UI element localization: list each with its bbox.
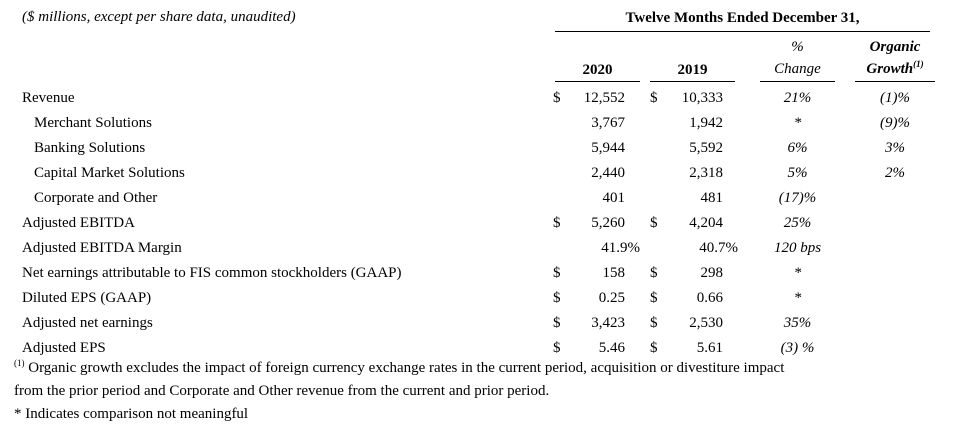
value-2020: 0.25 (598, 290, 625, 306)
pct-header-line2: Change (774, 61, 821, 77)
dollar-2020: $ (553, 215, 561, 231)
footnote-1-sup: (1) (14, 358, 25, 368)
col-2020-rule (555, 81, 640, 82)
value-2020: 158 (602, 265, 625, 281)
row-label: Adjusted EBITDA Margin (22, 240, 182, 256)
dollar-2019: $ (650, 215, 658, 231)
footnote-1-line-2: from the prior period and Corporate and Other revenue from the current and prior period. (14, 383, 550, 399)
pct-change: * (793, 290, 802, 306)
pct-change: 21% (783, 90, 812, 106)
pct-change: * (793, 115, 802, 131)
value-2020: 5,260 (591, 215, 625, 231)
value-2019: 2,530 (689, 315, 723, 331)
value-2020: 401 (602, 190, 625, 206)
organic-header-line1: Organic (869, 39, 921, 55)
organic-header-line2 (855, 60, 935, 78)
organic-header-text: Growth (866, 61, 914, 77)
pct-change: 35% (783, 315, 812, 331)
value-2019: 5.61 (696, 340, 723, 356)
pct-change: 5% (787, 165, 808, 181)
value-2020: 2,440 (591, 165, 625, 181)
pct-rule (760, 81, 835, 82)
col-2019-rule (650, 81, 735, 82)
units-note: ($ millions, except per share data, unaudited) (22, 9, 296, 25)
row-label: Corporate and Other (34, 190, 158, 206)
row-label: Banking Solutions (34, 140, 146, 156)
row-label: Adjusted EPS (22, 340, 106, 356)
row-label: Adjusted EBITDA (22, 215, 135, 231)
value-2019: 10,333 (681, 90, 723, 106)
footnote-1-line-1 (14, 359, 784, 377)
footnote-1-text: Organic growth excludes the impact of foreign currency exchange rates in the current period, acquisition or divestiture impact (24, 360, 785, 376)
value-2019: 4,204 (689, 215, 723, 231)
dollar-2020: $ (553, 340, 561, 356)
pct-change: * (793, 265, 802, 281)
value-2019: 2,318 (689, 165, 723, 181)
pct-change: 120 bps (773, 240, 822, 256)
pct-change: 6% (787, 140, 808, 156)
dollar-2019: $ (650, 315, 658, 331)
value-2019: 0.66 (696, 290, 723, 306)
row-label: Capital Market Solutions (34, 165, 185, 181)
row-label: Adjusted net earnings (22, 315, 153, 331)
organic-growth: 3% (885, 140, 905, 156)
value-2020: 41.9% (601, 240, 640, 256)
value-2020: 5,944 (591, 140, 625, 156)
value-2019: 298 (700, 265, 723, 281)
dollar-2019: $ (650, 90, 658, 106)
pct-change: (17)% (778, 190, 817, 206)
row-label: Revenue (22, 90, 75, 106)
col-2019-header: 2019 (677, 62, 708, 78)
organic-growth: 2% (885, 165, 905, 181)
value-2019: 40.7% (699, 240, 738, 256)
organic-rule (855, 81, 935, 82)
value-2020: 3,767 (591, 115, 625, 131)
pct-change: 25% (783, 215, 812, 231)
pct-change: (3) % (780, 340, 815, 356)
row-label: Merchant Solutions (34, 115, 152, 131)
dollar-2019: $ (650, 340, 658, 356)
organic-header-sup: (1) (913, 59, 924, 69)
value-2020: 5.46 (598, 340, 625, 356)
value-2019: 481 (700, 190, 723, 206)
period-header: Twelve Months Ended December 31, (625, 10, 860, 26)
row-label: Diluted EPS (GAAP) (22, 290, 152, 306)
dollar-2020: $ (553, 290, 561, 306)
value-2019: 1,942 (689, 115, 723, 131)
dollar-2019: $ (650, 290, 658, 306)
period-rule (555, 31, 930, 32)
col-2020-header: 2020 (582, 62, 613, 78)
value-2019: 5,592 (689, 140, 723, 156)
footnote-2: * Indicates comparison not meaningful (14, 406, 249, 422)
dollar-2020: $ (553, 315, 561, 331)
row-label: Net earnings attributable to FIS common stockholders (GAAP) (22, 265, 402, 281)
value-2020: 3,423 (591, 315, 625, 331)
dollar-2019: $ (650, 265, 658, 281)
pct-header-line1: % (791, 39, 804, 55)
value-2020: 12,552 (583, 90, 625, 106)
dollar-2020: $ (553, 90, 561, 106)
organic-growth: (9)% (880, 115, 910, 131)
dollar-2020: $ (553, 265, 561, 281)
organic-growth: (1)% (880, 90, 910, 106)
